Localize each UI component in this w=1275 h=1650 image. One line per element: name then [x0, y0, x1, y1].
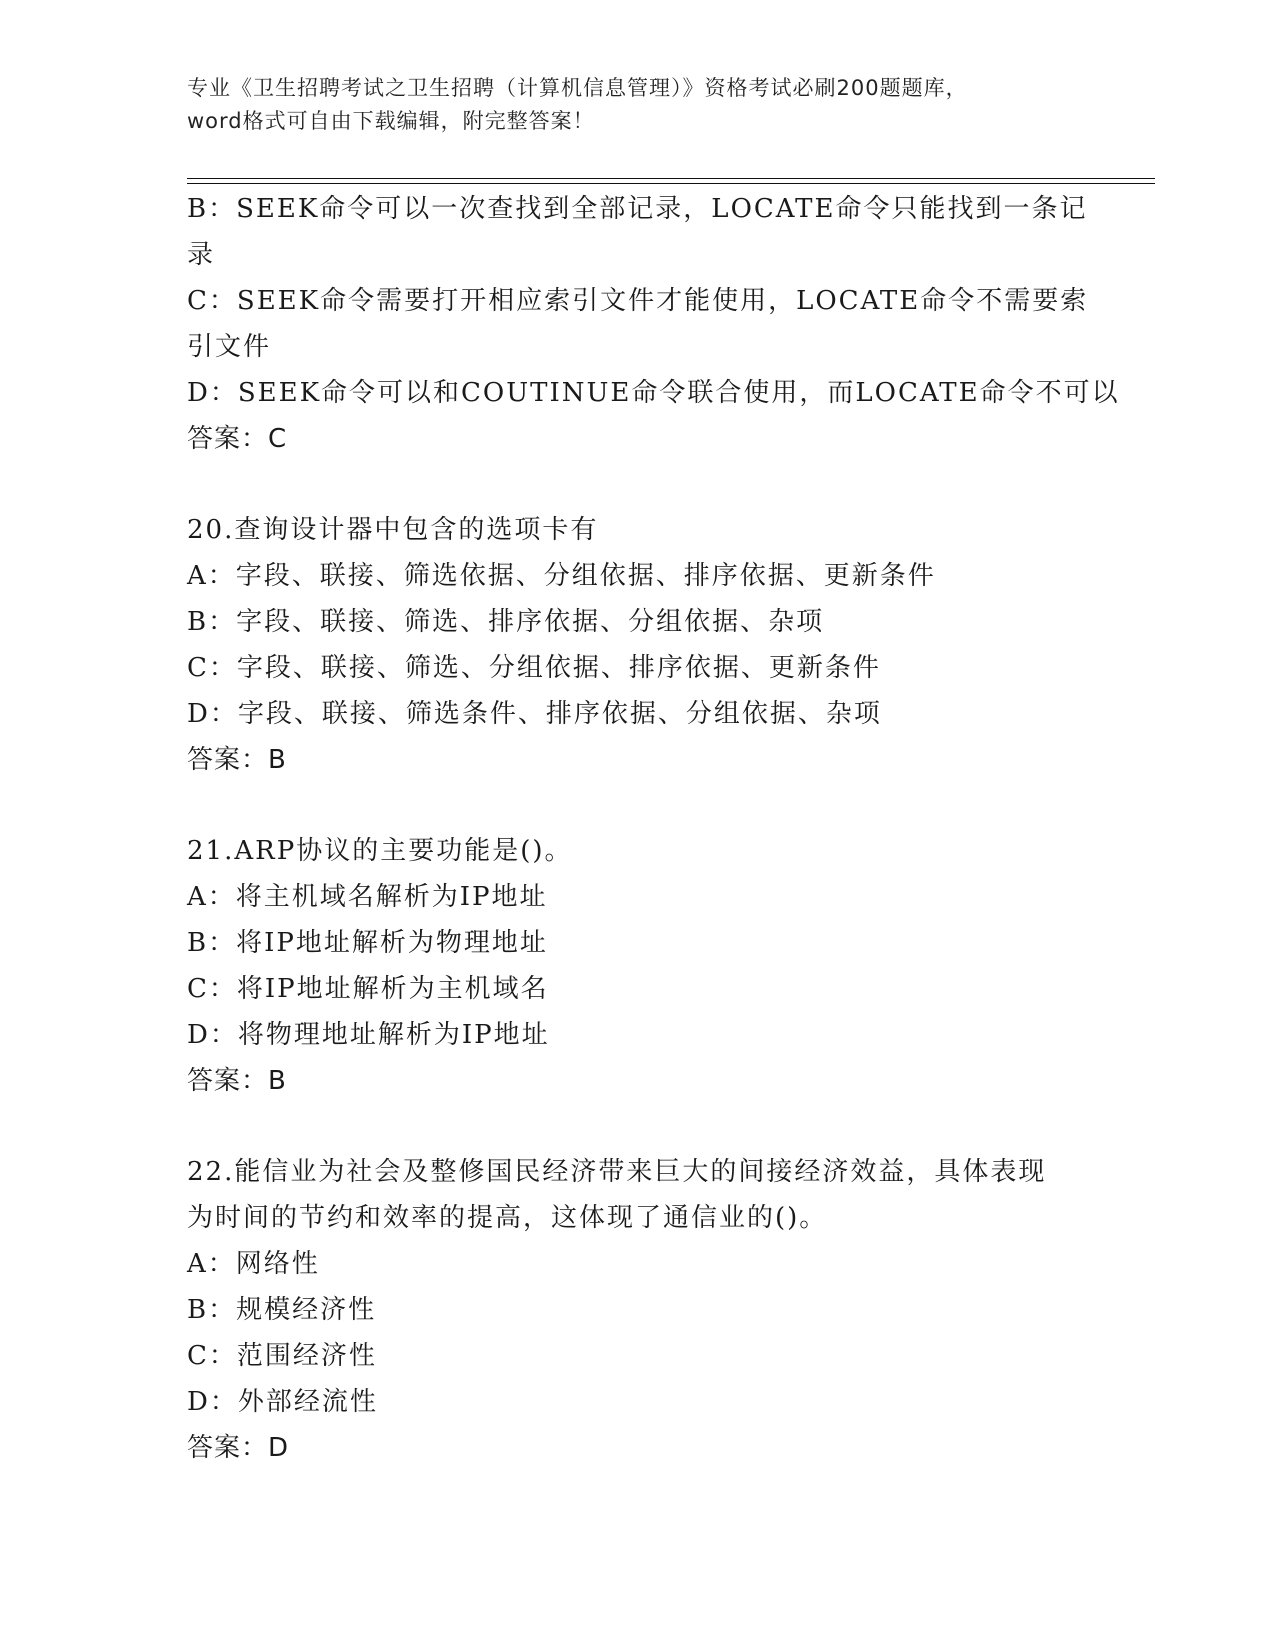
answer: 答案：B: [187, 1066, 287, 1096]
option-c: C：字段、联接、筛选、分组依据、排序依据、更新条件: [187, 653, 881, 683]
option-c: C：将IP地址解析为主机域名: [187, 974, 549, 1004]
spacer: [187, 783, 1087, 828]
question-text: 20.查询设计器中包含的选项卡有: [187, 515, 599, 545]
option-d: D：外部经流性: [187, 1387, 378, 1417]
option-c: C：范围经济性: [187, 1341, 377, 1371]
document-header: [187, 72, 1087, 138]
question-21: [187, 828, 1087, 1104]
answer: 答案：B: [187, 745, 287, 775]
option-d: D：SEEK命令可以和COUTINUE命令联合使用，而LOCATE命令不可以: [187, 378, 1120, 408]
option-c-line-2: 引文件: [187, 332, 272, 362]
answer: 答案：D: [187, 1433, 290, 1463]
option-c-line-1: C：SEEK命令需要打开相应索引文件才能使用，LOCATE命令不需要索: [187, 286, 1089, 316]
question-text-line-1: 22.能信业为社会及整修国民经济带来巨大的间接经济效益，具体表现: [187, 1157, 1047, 1187]
option-b: B：将IP地址解析为物理地址: [187, 928, 548, 958]
header-divider-bottom: [187, 183, 1155, 184]
option-b-line-2: 录: [187, 240, 216, 270]
header-title-line-2: word格式可自由下载编辑，附完整答案！: [187, 109, 595, 133]
answer: 答案：C: [187, 424, 288, 454]
option-d: D：将物理地址解析为IP地址: [187, 1020, 550, 1050]
spacer: [187, 462, 1087, 507]
question-19-tail: [187, 186, 1120, 462]
header-divider-top: [187, 178, 1155, 179]
option-a: A：网络性: [187, 1249, 320, 1279]
question-text: 21.ARP协议的主要功能是()。: [187, 836, 573, 866]
option-b-line-1: B：SEEK命令可以一次查找到全部记录，LOCATE命令只能找到一条记: [187, 194, 1088, 224]
option-a: A：将主机域名解析为IP地址: [187, 882, 548, 912]
header-title-line-1: 专业《卫生招聘考试之卫生招聘（计算机信息管理）》资格考试必刷200题题库，: [187, 76, 968, 100]
question-22: [187, 1149, 1087, 1471]
option-a: A：字段、联接、筛选依据、分组依据、排序依据、更新条件: [187, 561, 936, 591]
option-d: D：字段、联接、筛选条件、排序依据、分组依据、杂项: [187, 699, 882, 729]
option-b: B：规模经济性: [187, 1295, 377, 1325]
question-20: [187, 507, 1087, 783]
question-text-line-2: 为时间的节约和效率的提高，这体现了通信业的()。: [187, 1203, 828, 1233]
document-body: [187, 186, 1120, 1471]
option-b: B：字段、联接、筛选、排序依据、分组依据、杂项: [187, 607, 825, 637]
spacer: [187, 1104, 1087, 1149]
